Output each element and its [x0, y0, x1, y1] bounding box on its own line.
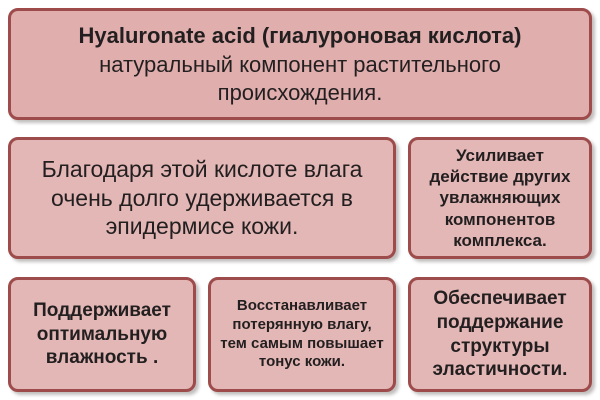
- diagram-title-box: [8, 8, 592, 120]
- diagram-node-enhances-label: Усиливает действие других увлажняющих компонентов комплекса.: [429, 145, 571, 250]
- diagram-node-main-effect: [8, 137, 396, 259]
- diagram-title-subheading: натуральный компонент растительного происхождения.: [99, 52, 501, 105]
- diagram-node-elasticity-label: Обеспечивает поддержание структуры эластичности.: [432, 288, 568, 381]
- diagram-node-restores-label: Восстанавливает потерянную влагу, тем самым повышает тонус кожи.: [220, 297, 384, 371]
- diagram-node-enhances: [408, 137, 592, 259]
- diagram-node-elasticity: [408, 277, 592, 392]
- diagram-title-content: [19, 22, 581, 107]
- diagram-node-optimal-moisture-label: Поддерживает оптимальную влажность .: [33, 299, 171, 369]
- diagram-title-heading: Hyaluronate acid (гиалуроновая кислота): [78, 22, 522, 48]
- diagram-node-optimal-moisture: [8, 277, 196, 392]
- diagram-node-restores: [208, 277, 396, 392]
- diagram-node-main-effect-label: Благодаря этой кислоте влага очень долго удерживается в эпидермисе кожи.: [41, 155, 363, 240]
